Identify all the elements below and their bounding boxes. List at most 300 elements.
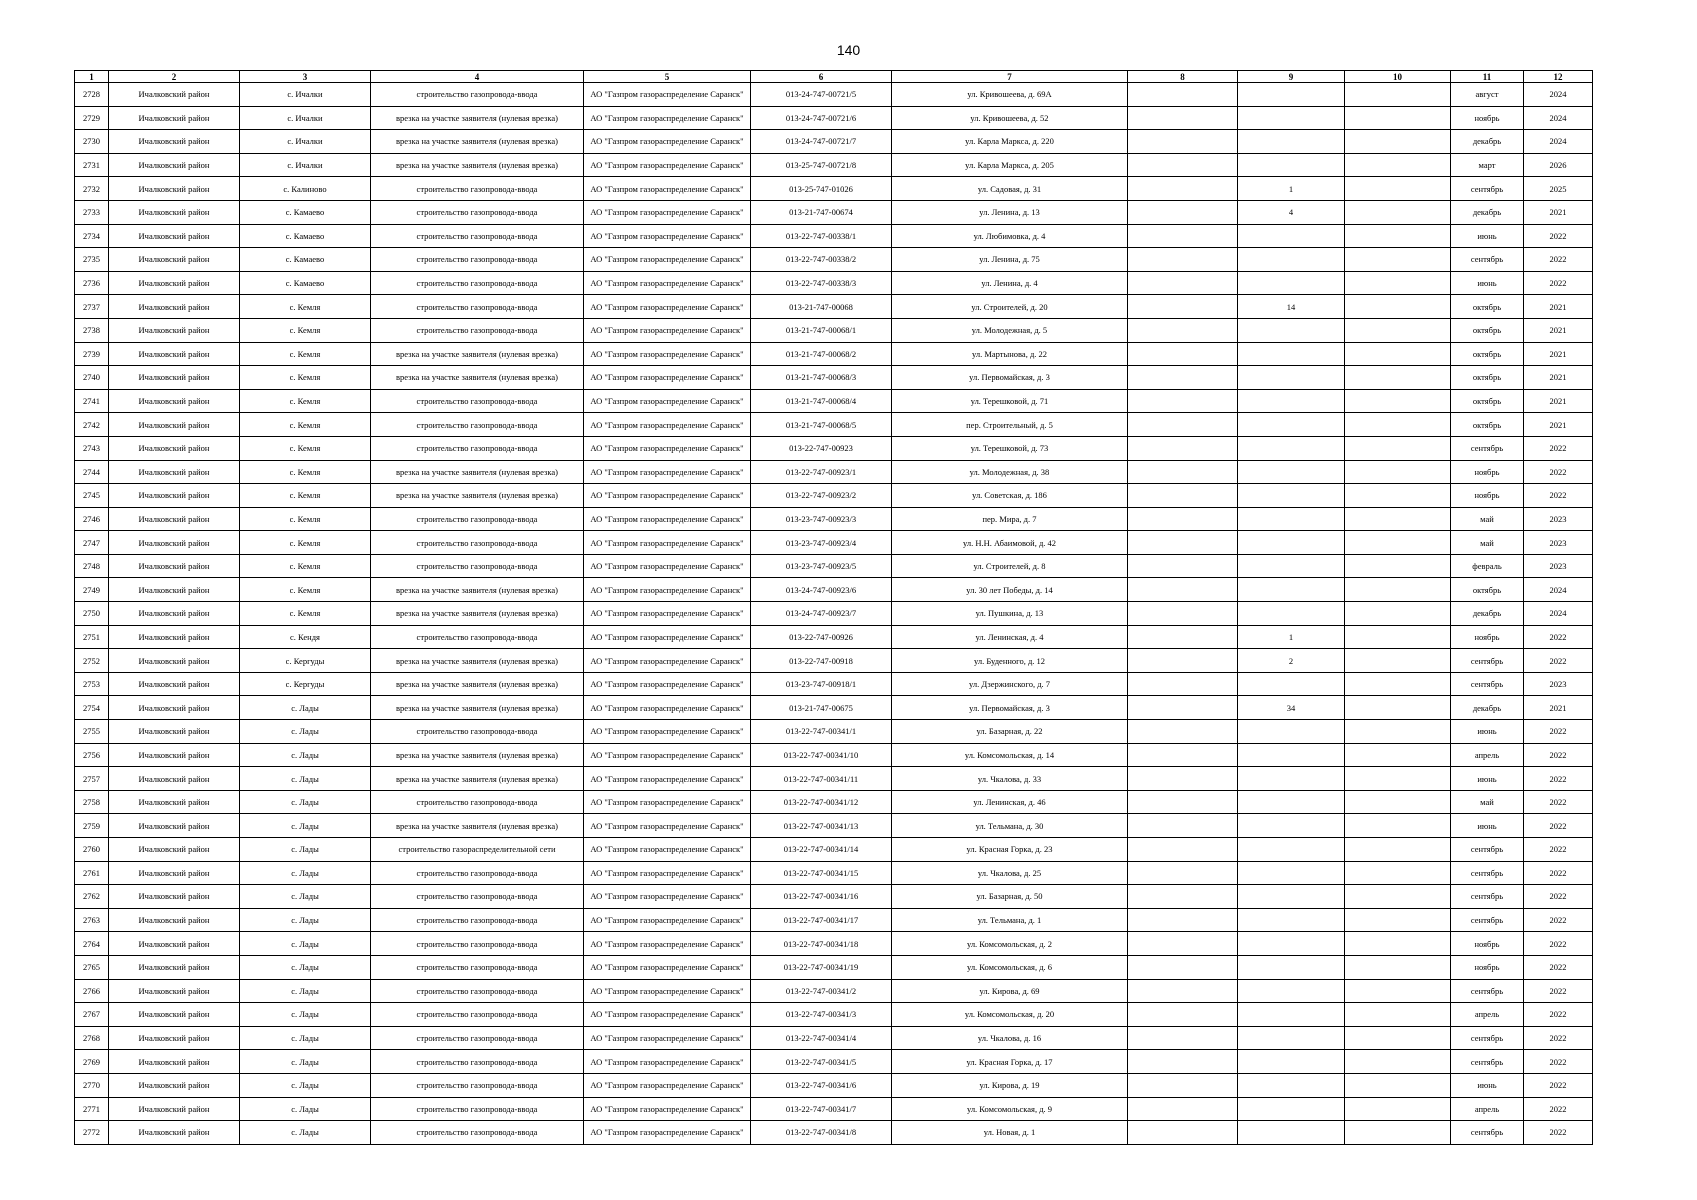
cell-col-9: [1238, 1121, 1345, 1145]
cell-row-number: 2759: [75, 814, 109, 838]
cell-district: Ичалковский район: [109, 83, 240, 107]
cell-col-8: [1128, 908, 1238, 932]
cell-address: ул. Базарная, д. 22: [892, 720, 1128, 744]
cell-row-number: 2734: [75, 224, 109, 248]
column-header-2: 2: [109, 71, 240, 83]
cell-year: 2022: [1524, 861, 1593, 885]
cell-month: октябрь: [1451, 366, 1524, 390]
cell-district: Ичалковский район: [109, 861, 240, 885]
cell-col-10: [1345, 342, 1451, 366]
cell-col-9: [1238, 153, 1345, 177]
cell-address: ул. Советская, д. 186: [892, 484, 1128, 508]
cell-col-10: [1345, 932, 1451, 956]
cell-col-10: [1345, 436, 1451, 460]
cell-settlement: с. Лады: [240, 743, 371, 767]
cell-application-number: 013-22-747-00923: [751, 436, 892, 460]
cell-application-number: 013-23-747-00923/4: [751, 531, 892, 555]
cell-col-9: 14: [1238, 295, 1345, 319]
cell-application-number: 013-21-747-00675: [751, 696, 892, 720]
cell-address: ул. Строителей, д. 8: [892, 554, 1128, 578]
cell-district: Ичалковский район: [109, 649, 240, 673]
cell-organization: АО "Газпром газораспределение Саранск": [584, 507, 751, 531]
column-header-9: 9: [1238, 71, 1345, 83]
cell-row-number: 2747: [75, 531, 109, 555]
cell-col-8: [1128, 1050, 1238, 1074]
cell-work-type: строительство газопровода-ввода: [371, 625, 584, 649]
cell-address: ул. Любимовка, д. 4: [892, 224, 1128, 248]
cell-work-type: строительство газопровода-ввода: [371, 885, 584, 909]
cell-organization: АО "Газпром газораспределение Саранск": [584, 130, 751, 154]
table-row: [75, 649, 1593, 673]
cell-district: Ичалковский район: [109, 318, 240, 342]
cell-district: Ичалковский район: [109, 955, 240, 979]
cell-district: Ичалковский район: [109, 484, 240, 508]
cell-work-type: врезка на участке заявителя (нулевая врезка): [371, 153, 584, 177]
cell-district: Ичалковский район: [109, 720, 240, 744]
cell-application-number: 013-22-747-00341/6: [751, 1073, 892, 1097]
cell-col-9: [1238, 672, 1345, 696]
cell-organization: АО "Газпром газораспределение Саранск": [584, 1050, 751, 1074]
cell-row-number: 2746: [75, 507, 109, 531]
cell-row-number: 2761: [75, 861, 109, 885]
table-row: [75, 200, 1593, 224]
cell-application-number: 013-22-747-00926: [751, 625, 892, 649]
table-row: [75, 696, 1593, 720]
cell-address: пер. Мира, д. 7: [892, 507, 1128, 531]
cell-row-number: 2729: [75, 106, 109, 130]
cell-work-type: строительство газопровода-ввода: [371, 83, 584, 107]
cell-work-type: строительство газопровода-ввода: [371, 318, 584, 342]
cell-col-8: [1128, 366, 1238, 390]
cell-year: 2022: [1524, 271, 1593, 295]
cell-settlement: с. Кемля: [240, 531, 371, 555]
cell-organization: АО "Газпром газораспределение Саранск": [584, 649, 751, 673]
cell-row-number: 2744: [75, 460, 109, 484]
cell-address: ул. 30 лет Победы, д. 14: [892, 578, 1128, 602]
column-header-1: 1: [75, 71, 109, 83]
cell-col-9: [1238, 130, 1345, 154]
cell-application-number: 013-22-747-00341/2: [751, 979, 892, 1003]
cell-settlement: с. Кемля: [240, 484, 371, 508]
cell-organization: АО "Газпром газораспределение Саранск": [584, 720, 751, 744]
cell-col-8: [1128, 696, 1238, 720]
cell-col-9: [1238, 318, 1345, 342]
cell-row-number: 2757: [75, 767, 109, 791]
cell-col-8: [1128, 743, 1238, 767]
cell-district: Ичалковский район: [109, 106, 240, 130]
cell-district: Ичалковский район: [109, 130, 240, 154]
cell-row-number: 2760: [75, 838, 109, 862]
cell-application-number: 013-21-747-00068/1: [751, 318, 892, 342]
cell-month: сентябрь: [1451, 649, 1524, 673]
cell-col-9: [1238, 413, 1345, 437]
cell-work-type: строительство газопровода-ввода: [371, 932, 584, 956]
cell-settlement: с. Лады: [240, 885, 371, 909]
cell-row-number: 2750: [75, 602, 109, 626]
table-row: [75, 814, 1593, 838]
cell-application-number: 013-24-747-00923/7: [751, 602, 892, 626]
cell-year: 2021: [1524, 413, 1593, 437]
cell-col-8: [1128, 389, 1238, 413]
cell-district: Ичалковский район: [109, 908, 240, 932]
column-header-10: 10: [1345, 71, 1451, 83]
cell-settlement: с. Кемля: [240, 578, 371, 602]
cell-organization: АО "Газпром газораспределение Саранск": [584, 578, 751, 602]
cell-col-8: [1128, 295, 1238, 319]
table-row: [75, 1121, 1593, 1145]
cell-col-10: [1345, 106, 1451, 130]
cell-address: ул. Карла Маркса, д. 205: [892, 153, 1128, 177]
cell-month: март: [1451, 153, 1524, 177]
cell-district: Ичалковский район: [109, 790, 240, 814]
cell-application-number: 013-22-747-00341/14: [751, 838, 892, 862]
column-header-11: 11: [1451, 71, 1524, 83]
cell-work-type: врезка на участке заявителя (нулевая врезка): [371, 130, 584, 154]
cell-address: ул. Терешковой, д. 71: [892, 389, 1128, 413]
table-row: [75, 389, 1593, 413]
cell-settlement: с. Кемля: [240, 436, 371, 460]
cell-settlement: с. Лады: [240, 790, 371, 814]
cell-col-8: [1128, 885, 1238, 909]
cell-organization: АО "Газпром газораспределение Саранск": [584, 389, 751, 413]
cell-col-9: [1238, 83, 1345, 107]
cell-settlement: с. Кемля: [240, 460, 371, 484]
cell-address: ул. Кирова, д. 69: [892, 979, 1128, 1003]
cell-address: ул. Чкалова, д. 33: [892, 767, 1128, 791]
cell-month: ноябрь: [1451, 460, 1524, 484]
cell-work-type: врезка на участке заявителя (нулевая врезка): [371, 366, 584, 390]
cell-application-number: 013-22-747-00341/19: [751, 955, 892, 979]
cell-col-10: [1345, 1121, 1451, 1145]
cell-col-8: [1128, 814, 1238, 838]
cell-col-8: [1128, 554, 1238, 578]
cell-col-9: [1238, 248, 1345, 272]
cell-organization: АО "Газпром газораспределение Саранск": [584, 743, 751, 767]
cell-col-8: [1128, 979, 1238, 1003]
cell-month: июнь: [1451, 224, 1524, 248]
cell-settlement: с. Ичалки: [240, 130, 371, 154]
cell-col-10: [1345, 507, 1451, 531]
cell-settlement: с. Кемля: [240, 366, 371, 390]
cell-organization: АО "Газпром газораспределение Саранск": [584, 484, 751, 508]
cell-organization: АО "Газпром газораспределение Саранск": [584, 248, 751, 272]
cell-month: ноябрь: [1451, 484, 1524, 508]
cell-month: июнь: [1451, 271, 1524, 295]
cell-col-9: [1238, 602, 1345, 626]
cell-district: Ичалковский район: [109, 224, 240, 248]
cell-application-number: 013-23-747-00923/3: [751, 507, 892, 531]
table-row: [75, 1050, 1593, 1074]
cell-col-8: [1128, 838, 1238, 862]
cell-work-type: врезка на участке заявителя (нулевая врезка): [371, 814, 584, 838]
cell-organization: АО "Газпром газораспределение Саранск": [584, 602, 751, 626]
cell-address: ул. Комсомольская, д. 14: [892, 743, 1128, 767]
cell-col-9: [1238, 955, 1345, 979]
cell-address: ул. Базарная, д. 50: [892, 885, 1128, 909]
cell-month: октябрь: [1451, 413, 1524, 437]
cell-month: октябрь: [1451, 318, 1524, 342]
cell-district: Ичалковский район: [109, 248, 240, 272]
cell-month: декабрь: [1451, 130, 1524, 154]
cell-col-10: [1345, 271, 1451, 295]
cell-col-8: [1128, 436, 1238, 460]
table-row: [75, 790, 1593, 814]
cell-col-8: [1128, 507, 1238, 531]
cell-col-9: [1238, 271, 1345, 295]
cell-col-9: [1238, 578, 1345, 602]
cell-month: сентябрь: [1451, 248, 1524, 272]
cell-row-number: 2767: [75, 1003, 109, 1027]
cell-work-type: строительство газопровода-ввода: [371, 720, 584, 744]
registry-table: [74, 70, 1593, 1145]
cell-col-8: [1128, 602, 1238, 626]
cell-month: ноябрь: [1451, 106, 1524, 130]
cell-col-9: 1: [1238, 177, 1345, 201]
cell-col-8: [1128, 861, 1238, 885]
cell-organization: АО "Газпром газораспределение Саранск": [584, 554, 751, 578]
column-header-4: 4: [371, 71, 584, 83]
cell-district: Ичалковский район: [109, 1003, 240, 1027]
cell-col-9: 4: [1238, 200, 1345, 224]
cell-col-9: [1238, 743, 1345, 767]
table-row: [75, 1073, 1593, 1097]
cell-work-type: строительство газопровода-ввода: [371, 1121, 584, 1145]
cell-col-9: [1238, 554, 1345, 578]
cell-address: ул. Красная Горка, д. 17: [892, 1050, 1128, 1074]
table-row: [75, 861, 1593, 885]
cell-col-8: [1128, 153, 1238, 177]
cell-col-8: [1128, 1073, 1238, 1097]
cell-year: 2021: [1524, 366, 1593, 390]
cell-row-number: 2762: [75, 885, 109, 909]
cell-district: Ичалковский район: [109, 554, 240, 578]
cell-application-number: 013-22-747-00341/7: [751, 1097, 892, 1121]
cell-district: Ичалковский район: [109, 531, 240, 555]
table-row: [75, 625, 1593, 649]
cell-row-number: 2738: [75, 318, 109, 342]
cell-address: ул. Первомайская, д. 3: [892, 696, 1128, 720]
cell-organization: АО "Газпром газораспределение Саранск": [584, 672, 751, 696]
cell-application-number: 013-22-747-00923/2: [751, 484, 892, 508]
cell-col-10: [1345, 814, 1451, 838]
cell-organization: АО "Газпром газораспределение Саранск": [584, 177, 751, 201]
cell-settlement: с. Кемля: [240, 342, 371, 366]
cell-work-type: строительство газопровода-ввода: [371, 908, 584, 932]
cell-col-10: [1345, 295, 1451, 319]
cell-col-9: [1238, 106, 1345, 130]
cell-address: пер. Строительный, д. 5: [892, 413, 1128, 437]
cell-row-number: 2755: [75, 720, 109, 744]
cell-col-8: [1128, 649, 1238, 673]
cell-address: ул. Тельмана, д. 30: [892, 814, 1128, 838]
cell-settlement: с. Кемля: [240, 507, 371, 531]
cell-month: октябрь: [1451, 295, 1524, 319]
cell-row-number: 2739: [75, 342, 109, 366]
cell-year: 2021: [1524, 318, 1593, 342]
cell-settlement: с. Лады: [240, 1097, 371, 1121]
cell-district: Ичалковский район: [109, 507, 240, 531]
cell-district: Ичалковский район: [109, 814, 240, 838]
cell-year: 2022: [1524, 720, 1593, 744]
cell-organization: АО "Газпром газораспределение Саранск": [584, 366, 751, 390]
cell-col-8: [1128, 342, 1238, 366]
cell-year: 2022: [1524, 908, 1593, 932]
cell-address: ул. Чкалова, д. 16: [892, 1026, 1128, 1050]
cell-row-number: 2743: [75, 436, 109, 460]
cell-col-10: [1345, 955, 1451, 979]
cell-year: 2022: [1524, 248, 1593, 272]
cell-col-10: [1345, 366, 1451, 390]
cell-district: Ичалковский район: [109, 342, 240, 366]
cell-month: май: [1451, 790, 1524, 814]
cell-month: сентябрь: [1451, 1121, 1524, 1145]
cell-col-8: [1128, 413, 1238, 437]
cell-work-type: строительство газопровода-ввода: [371, 1073, 584, 1097]
cell-col-8: [1128, 1003, 1238, 1027]
cell-settlement: с. Кергуды: [240, 649, 371, 673]
cell-month: сентябрь: [1451, 1026, 1524, 1050]
cell-district: Ичалковский район: [109, 767, 240, 791]
cell-col-10: [1345, 200, 1451, 224]
cell-settlement: с. Кемля: [240, 554, 371, 578]
cell-work-type: строительство газопровода-ввода: [371, 979, 584, 1003]
cell-col-10: [1345, 908, 1451, 932]
cell-address: ул. Тельмана, д. 1: [892, 908, 1128, 932]
cell-application-number: 013-21-747-00068/4: [751, 389, 892, 413]
cell-organization: АО "Газпром газораспределение Саранск": [584, 460, 751, 484]
cell-row-number: 2732: [75, 177, 109, 201]
cell-address: ул. Терешковой, д. 73: [892, 436, 1128, 460]
cell-district: Ичалковский район: [109, 743, 240, 767]
cell-col-8: [1128, 1097, 1238, 1121]
cell-row-number: 2735: [75, 248, 109, 272]
table-row: [75, 767, 1593, 791]
cell-col-10: [1345, 979, 1451, 1003]
cell-settlement: с. Ичалки: [240, 106, 371, 130]
cell-organization: АО "Газпром газораспределение Саранск": [584, 885, 751, 909]
cell-organization: АО "Газпром газораспределение Саранск": [584, 1026, 751, 1050]
cell-address: ул. Строителей, д. 20: [892, 295, 1128, 319]
cell-work-type: врезка на участке заявителя (нулевая врезка): [371, 767, 584, 791]
cell-address: ул. Буденного, д. 12: [892, 649, 1128, 673]
cell-address: ул. Чкалова, д. 25: [892, 861, 1128, 885]
cell-year: 2024: [1524, 130, 1593, 154]
cell-application-number: 013-25-747-01026: [751, 177, 892, 201]
cell-application-number: 013-22-747-00341/3: [751, 1003, 892, 1027]
cell-settlement: с. Кемля: [240, 318, 371, 342]
table-row: [75, 295, 1593, 319]
cell-work-type: строительство газопровода-ввода: [371, 224, 584, 248]
table-row: [75, 1097, 1593, 1121]
cell-col-9: 34: [1238, 696, 1345, 720]
cell-row-number: 2752: [75, 649, 109, 673]
cell-work-type: строительство газораспределительной сети: [371, 838, 584, 862]
cell-work-type: строительство газопровода-ввода: [371, 554, 584, 578]
cell-year: 2025: [1524, 177, 1593, 201]
cell-work-type: строительство газопровода-ввода: [371, 200, 584, 224]
table-row: [75, 743, 1593, 767]
cell-organization: АО "Газпром газораспределение Саранск": [584, 767, 751, 791]
cell-work-type: строительство газопровода-ввода: [371, 531, 584, 555]
cell-application-number: 013-22-747-00341/11: [751, 767, 892, 791]
cell-district: Ичалковский район: [109, 366, 240, 390]
cell-year: 2023: [1524, 531, 1593, 555]
cell-year: 2021: [1524, 200, 1593, 224]
cell-year: 2022: [1524, 767, 1593, 791]
cell-work-type: строительство газопровода-ввода: [371, 177, 584, 201]
cell-row-number: 2763: [75, 908, 109, 932]
cell-col-9: [1238, 389, 1345, 413]
table-row: [75, 720, 1593, 744]
cell-address: ул. Комсомольская, д. 2: [892, 932, 1128, 956]
cell-year: 2023: [1524, 507, 1593, 531]
column-header-8: 8: [1128, 71, 1238, 83]
cell-address: ул. Ленинская, д. 46: [892, 790, 1128, 814]
cell-year: 2022: [1524, 743, 1593, 767]
table-row: [75, 83, 1593, 107]
cell-col-9: [1238, 366, 1345, 390]
table-row: [75, 130, 1593, 154]
cell-col-10: [1345, 838, 1451, 862]
cell-application-number: 013-22-747-00341/13: [751, 814, 892, 838]
cell-year: 2022: [1524, 649, 1593, 673]
cell-year: 2024: [1524, 106, 1593, 130]
cell-settlement: с. Ичалки: [240, 153, 371, 177]
cell-organization: АО "Газпром газораспределение Саранск": [584, 1073, 751, 1097]
cell-year: 2024: [1524, 602, 1593, 626]
cell-application-number: 013-21-747-00068/5: [751, 413, 892, 437]
cell-address: ул. Мартынова, д. 22: [892, 342, 1128, 366]
cell-settlement: с. Кендя: [240, 625, 371, 649]
cell-application-number: 013-22-747-00338/2: [751, 248, 892, 272]
cell-organization: АО "Газпром газораспределение Саранск": [584, 1097, 751, 1121]
cell-settlement: с. Камаево: [240, 248, 371, 272]
cell-work-type: врезка на участке заявителя (нулевая врезка): [371, 602, 584, 626]
cell-district: Ичалковский район: [109, 153, 240, 177]
cell-organization: АО "Газпром газораспределение Саранск": [584, 153, 751, 177]
cell-year: 2022: [1524, 224, 1593, 248]
cell-col-9: [1238, 507, 1345, 531]
cell-application-number: 013-22-747-00341/18: [751, 932, 892, 956]
cell-settlement: с. Кемля: [240, 295, 371, 319]
cell-col-8: [1128, 578, 1238, 602]
table-row: [75, 578, 1593, 602]
cell-district: Ичалковский район: [109, 578, 240, 602]
cell-address: ул. Ленина, д. 13: [892, 200, 1128, 224]
cell-work-type: врезка на участке заявителя (нулевая врезка): [371, 342, 584, 366]
header-row: [75, 71, 1593, 83]
table-row: [75, 885, 1593, 909]
cell-settlement: с. Камаево: [240, 200, 371, 224]
table-row: [75, 602, 1593, 626]
cell-work-type: строительство газопровода-ввода: [371, 248, 584, 272]
cell-row-number: 2764: [75, 932, 109, 956]
cell-col-9: [1238, 342, 1345, 366]
cell-col-8: [1128, 484, 1238, 508]
cell-application-number: 013-24-747-00721/7: [751, 130, 892, 154]
cell-year: 2023: [1524, 554, 1593, 578]
cell-application-number: 013-22-747-00341/16: [751, 885, 892, 909]
cell-organization: АО "Газпром газораспределение Саранск": [584, 106, 751, 130]
cell-work-type: врезка на участке заявителя (нулевая врезка): [371, 696, 584, 720]
cell-settlement: с. Камаево: [240, 224, 371, 248]
cell-work-type: врезка на участке заявителя (нулевая врезка): [371, 106, 584, 130]
cell-month: май: [1451, 507, 1524, 531]
cell-row-number: 2754: [75, 696, 109, 720]
cell-col-8: [1128, 720, 1238, 744]
cell-year: 2022: [1524, 790, 1593, 814]
cell-month: октябрь: [1451, 389, 1524, 413]
